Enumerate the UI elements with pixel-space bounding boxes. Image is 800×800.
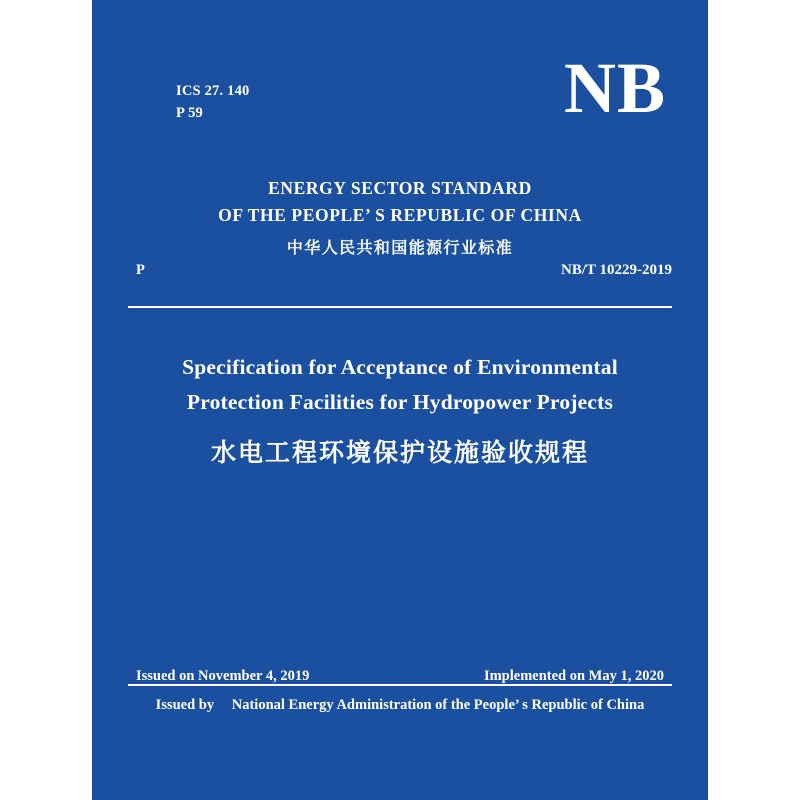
organization-line-en-2: OF THE PEOPLE’ S REPUBLIC OF CHINA — [218, 205, 582, 226]
left-margin-strip — [0, 0, 92, 800]
issued-date: Issued on November 4, 2019 — [136, 668, 310, 684]
right-margin-strip — [708, 0, 800, 800]
title-en-line-1: Specification for Acceptance of Environmental — [182, 355, 618, 379]
divider-bottom — [128, 684, 672, 686]
ics-classification-block — [176, 80, 250, 125]
organization-line-cn: 中华人民共和国能源行业标准 — [286, 238, 514, 258]
dates-row — [136, 668, 664, 685]
issued-by-label: Issued by — [155, 697, 215, 713]
header-block — [132, 48, 668, 162]
organization-line-en-1: ENERGY SECTOR STANDARD — [268, 178, 532, 198]
issued-by-row — [92, 697, 708, 714]
nb-logo: NB — [563, 48, 666, 128]
category-letter: P — [136, 262, 145, 278]
title-en-line-2: Protection Facilities for Hydropower Projects — [186, 389, 614, 414]
title-block — [122, 350, 678, 469]
cover-content — [92, 0, 708, 800]
divider-top — [128, 306, 672, 308]
issued-by-organization: National Energy Administration of the People’ s Republic of China — [231, 697, 645, 713]
standard-number: NB/T 10229-2019 — [561, 262, 672, 278]
title-cn: 水电工程环境保护设施验收规程 — [210, 437, 589, 467]
implemented-date: Implemented on May 1, 2020 — [483, 668, 664, 684]
issuing-organization-block — [92, 175, 708, 258]
standard-code-row — [136, 262, 672, 279]
classification-code: P 59 — [176, 105, 203, 122]
ics-number: ICS 27. 140 — [176, 83, 250, 99]
